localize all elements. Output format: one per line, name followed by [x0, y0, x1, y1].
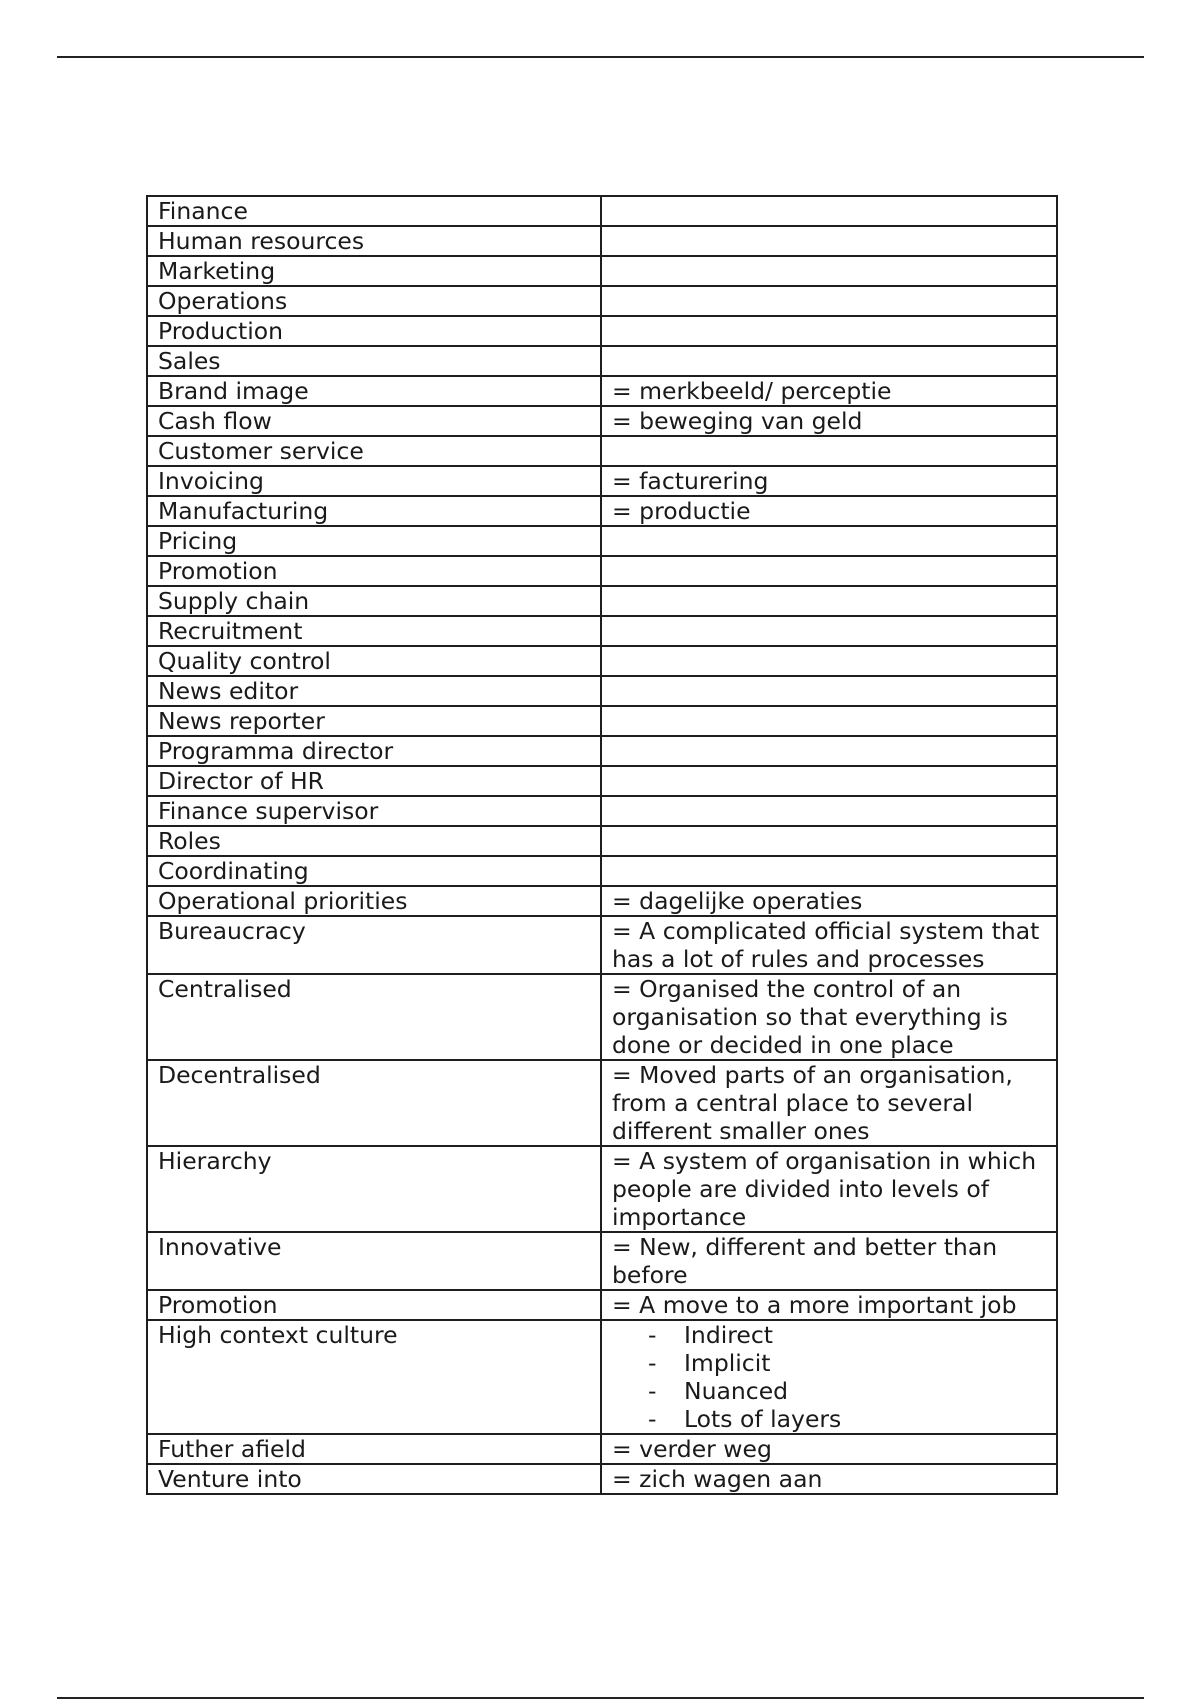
table-row — [147, 826, 1057, 856]
footer-rule — [57, 1697, 1144, 1699]
table-row — [147, 556, 1057, 586]
definition-cell: = verder weg — [601, 1434, 1057, 1464]
definition-cell — [601, 556, 1057, 586]
table-row — [147, 1290, 1057, 1320]
term-cell: Finance supervisor — [147, 796, 601, 826]
definition-cell: = Organised the control of an organisation so that everything is done or decided in one place — [601, 974, 1057, 1060]
table-row — [147, 676, 1057, 706]
definition-cell — [601, 646, 1057, 676]
table-row — [147, 974, 1057, 1060]
term-cell: News reporter — [147, 706, 601, 736]
definition-cell — [601, 586, 1057, 616]
table-row — [147, 436, 1057, 466]
vocabulary-table — [146, 195, 1058, 1495]
table-row — [147, 196, 1057, 226]
term-cell: Hierarchy — [147, 1146, 601, 1232]
definition-cell — [601, 526, 1057, 556]
definition-cell — [601, 766, 1057, 796]
table-row — [147, 1320, 1057, 1434]
table-row — [147, 736, 1057, 766]
term-cell: Venture into — [147, 1464, 601, 1494]
vocabulary-table-body — [147, 196, 1057, 1494]
term-cell: Roles — [147, 826, 601, 856]
definition-cell — [601, 826, 1057, 856]
table-row — [147, 1060, 1057, 1146]
definition-cell: = facturering — [601, 466, 1057, 496]
definition-cell — [601, 436, 1057, 466]
table-row — [147, 1434, 1057, 1464]
term-cell: Finance — [147, 196, 601, 226]
table-row — [147, 766, 1057, 796]
table-row — [147, 406, 1057, 436]
table-row — [147, 646, 1057, 676]
definition-cell: = A move to a more important job — [601, 1290, 1057, 1320]
definition-cell: = dagelijke operaties — [601, 886, 1057, 916]
term-cell: Programma director — [147, 736, 601, 766]
term-cell: High context culture — [147, 1320, 601, 1434]
definition-cell — [601, 226, 1057, 256]
table-row — [147, 346, 1057, 376]
term-cell: Operational priorities — [147, 886, 601, 916]
header-rule — [57, 56, 1144, 58]
table-row — [147, 1146, 1057, 1232]
definition-cell: = merkbeeld/ perceptie — [601, 376, 1057, 406]
bullet-item: - Nuanced — [612, 1377, 1046, 1405]
definition-cell — [601, 616, 1057, 646]
term-cell: Manufacturing — [147, 496, 601, 526]
table-row — [147, 376, 1057, 406]
term-cell: Innovative — [147, 1232, 601, 1290]
term-cell: Human resources — [147, 226, 601, 256]
table-row — [147, 466, 1057, 496]
term-cell: Bureaucracy — [147, 916, 601, 974]
term-cell: Recruitment — [147, 616, 601, 646]
table-row — [147, 526, 1057, 556]
definition-cell: = zich wagen aan — [601, 1464, 1057, 1494]
term-cell: Brand image — [147, 376, 601, 406]
definition-cell: = Moved parts of an organisation, from a central place to several different smaller ones — [601, 1060, 1057, 1146]
bullet-item: - Indirect — [612, 1321, 1046, 1349]
table-row — [147, 256, 1057, 286]
definition-cell — [601, 676, 1057, 706]
definition-cell — [601, 196, 1057, 226]
table-row — [147, 1232, 1057, 1290]
table-row — [147, 496, 1057, 526]
term-cell: Operations — [147, 286, 601, 316]
term-cell: Coordinating — [147, 856, 601, 886]
table-row — [147, 856, 1057, 886]
definition-cell: = beweging van geld — [601, 406, 1057, 436]
definition-cell — [601, 706, 1057, 736]
definition-cell — [601, 736, 1057, 766]
definition-cell — [601, 1320, 1057, 1434]
definition-bullet-list — [612, 1321, 1046, 1433]
term-cell: Director of HR — [147, 766, 601, 796]
term-cell: Promotion — [147, 556, 601, 586]
term-cell: Quality control — [147, 646, 601, 676]
bullet-item: - Implicit — [612, 1349, 1046, 1377]
table-row — [147, 286, 1057, 316]
table-row — [147, 796, 1057, 826]
term-cell: Supply chain — [147, 586, 601, 616]
bullet-item: - Lots of layers — [612, 1405, 1046, 1433]
definition-cell: = New, different and better than before — [601, 1232, 1057, 1290]
term-cell: Invoicing — [147, 466, 601, 496]
table-row — [147, 916, 1057, 974]
term-cell: Pricing — [147, 526, 601, 556]
definition-cell — [601, 856, 1057, 886]
definition-cell — [601, 316, 1057, 346]
definition-cell — [601, 796, 1057, 826]
term-cell: Futher afield — [147, 1434, 601, 1464]
term-cell: Centralised — [147, 974, 601, 1060]
term-cell: Customer service — [147, 436, 601, 466]
term-cell: Marketing — [147, 256, 601, 286]
term-cell: News editor — [147, 676, 601, 706]
term-cell: Sales — [147, 346, 601, 376]
table-row — [147, 1464, 1057, 1494]
term-cell: Production — [147, 316, 601, 346]
table-row — [147, 316, 1057, 346]
table-row — [147, 616, 1057, 646]
definition-cell — [601, 286, 1057, 316]
term-cell: Promotion — [147, 1290, 601, 1320]
definition-cell: = productie — [601, 496, 1057, 526]
table-row — [147, 706, 1057, 736]
definition-cell — [601, 346, 1057, 376]
term-cell: Decentralised — [147, 1060, 601, 1146]
term-cell: Cash flow — [147, 406, 601, 436]
table-row — [147, 886, 1057, 916]
definition-cell: = A complicated official system that has a lot of rules and processes — [601, 916, 1057, 974]
table-row — [147, 226, 1057, 256]
definition-cell: = A system of organisation in which people are divided into levels of importance — [601, 1146, 1057, 1232]
definition-cell — [601, 256, 1057, 286]
table-row — [147, 586, 1057, 616]
